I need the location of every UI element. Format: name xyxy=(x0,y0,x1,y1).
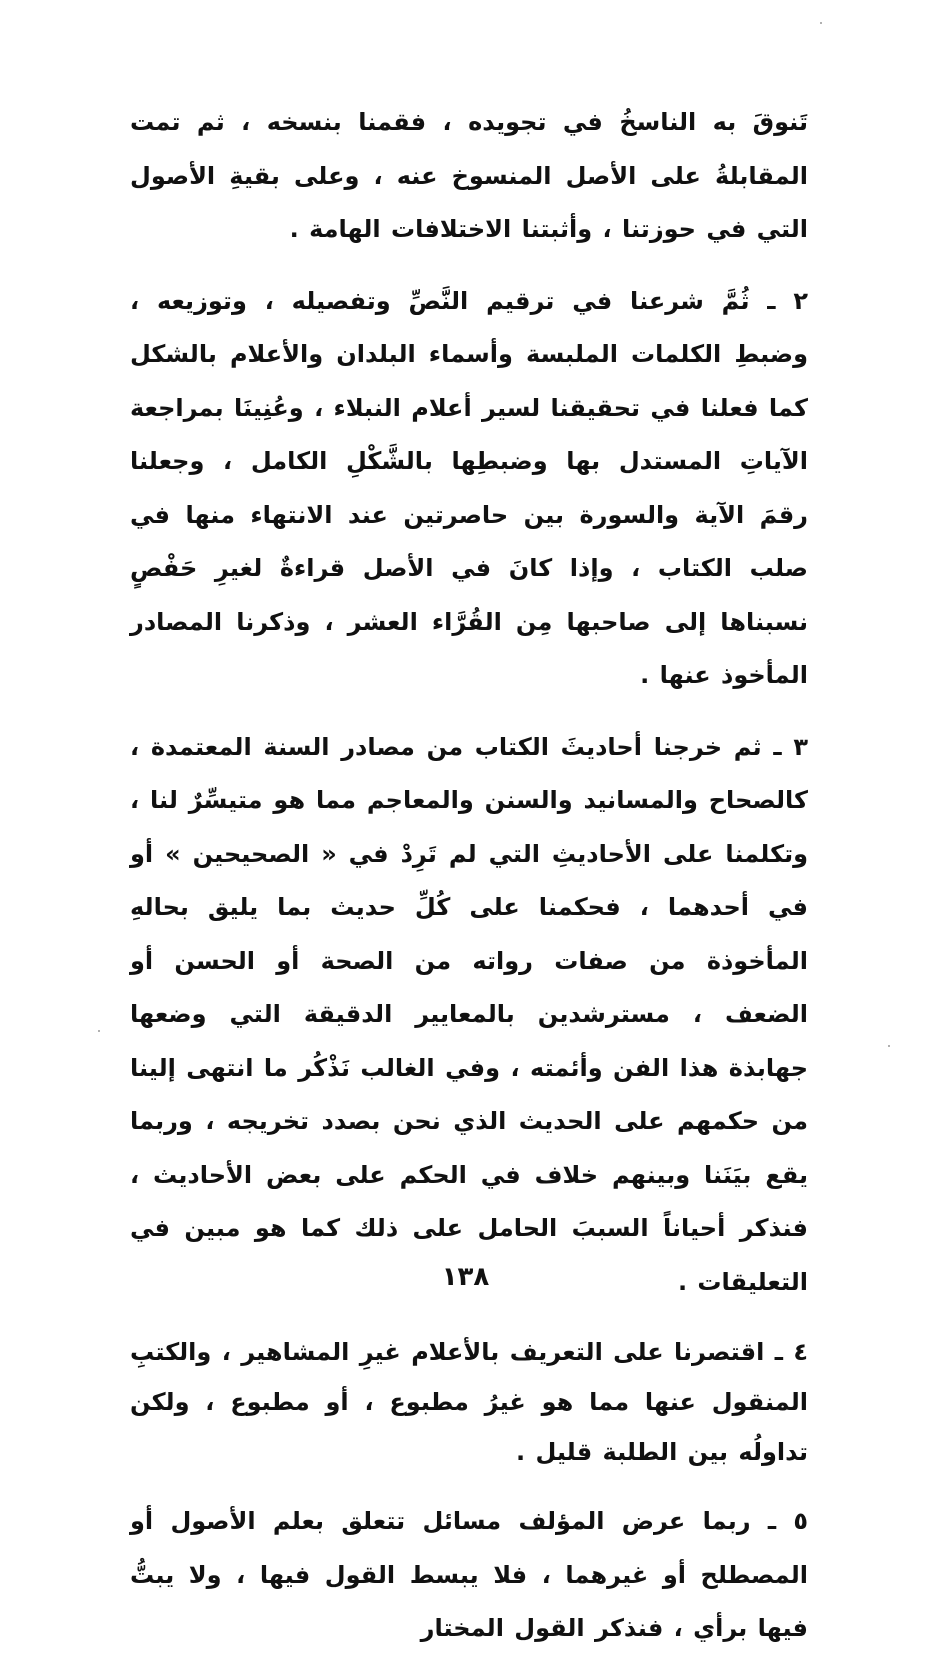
scan-speck xyxy=(98,1030,100,1032)
page-number: ١٣٨ xyxy=(441,1262,490,1292)
paragraph-item-2: ٢ ـ ثُمَّ شرعنا في ترقيم النَّصِّ وتفصيله ، وتوزيعه ، وضبطِ الكلمات الملبسة وأسماء البلدان والأعلام بالشكل كما فعلنا في تحقيقنا لسير أعلام النبلاء ، وعُنِينَا بمراجعة الآياتِ المستدل بها وضبطِها بالشَّكْلِ الكامل ، وجعلنا رقمَ الآية والسورة بين حاصرتين عند الانتهاء منها في صلب الكتاب ، وإذا كانَ في الأصل قراءةٌ لغيرِ حَفْصٍ نسبناها إلى صاحبها مِن القُرَّاء العشر ، وذكرنا المصادر المأخوذ عنها . xyxy=(130,286,808,689)
scan-speck xyxy=(820,22,822,24)
page-body xyxy=(130,96,808,1656)
paragraph-item-4: ٤ ـ اقتصرنا على التعريف بالأعلام غيرِ المشاهير ، والكتبِ المنقول عنها مما هو غيرُ مطبوع ، أو مطبوع ، ولكن تداولُه بين الطلبة قليل . xyxy=(130,1338,808,1466)
paragraph-intro-continuation: تَنوقَ به الناسخُ في تجويده ، فقمنا بنسخه ، ثم تمت المقابلةُ على الأصل المنسوخ عنه ، وعلى بقيةِ الأصول التي في حوزتنا ، وأثبتنا الاختلافات الهامة . xyxy=(130,108,808,243)
paragraph-item-5: ٥ ـ ربما عرض المؤلف مسائل تتعلق بعلم الأصول أو المصطلح أو غيرهما ، فلا يبسط القول فيها ، ولا يبتُّ فيها برأي ، فنذكر القول المختار xyxy=(130,1507,808,1642)
paragraph-item-3: ٣ ـ ثم خرجنا أحاديثَ الكتاب من مصادر السنة المعتمدة ، كالصحاح والمسانيد والسنن والمعاجم مما هو متيسِّرٌ لنا ، وتكلمنا على الأحاديثِ التي لم تَرِدْ في « الصحيحين » أو في أحدهما ، فحكمنا على كُلِّ حديث بما يليق بحالهِ المأخوذة من صفات رواته من الصحة أو الحسن أو الضعف ، مسترشدين بالمعايير الدقيقة التي وضعها جهابذة هذا الفن وأئمته ، وفي الغالب نَذْكُر ما انتهى إلينا من حكمهم على الحديث الذي نحن بصدد تخريجه ، وربما يقع بيَنَنا وبينهم خلاف في الحكم على بعض الأحاديث ، فنذكر أحياناً السببَ الحامل على ذلك كما هو مبين في التعليقات . xyxy=(130,732,808,1296)
scan-speck xyxy=(888,1045,890,1047)
